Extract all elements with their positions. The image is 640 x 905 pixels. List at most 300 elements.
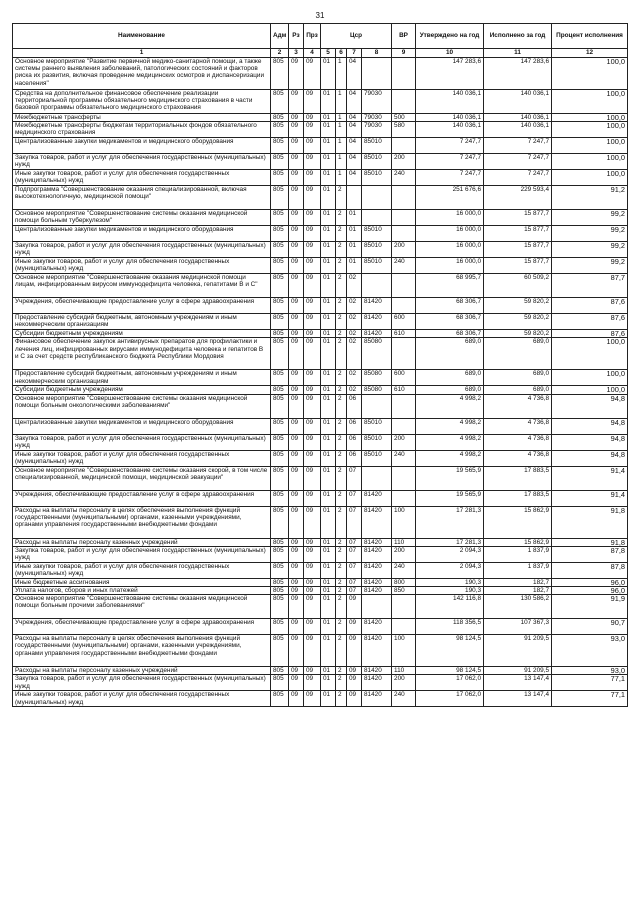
column-number: 12 (552, 49, 628, 58)
table-row (13, 90, 628, 114)
row-approved: 190,3 (416, 578, 484, 586)
row-vr (392, 418, 416, 434)
row-vr: 200 (392, 675, 416, 691)
row-name: Расходы на выплаты персоналу в целях обеспечения выполнения функций государственными (муниципальными) органами, казенными учреждениями, органами управления государственными внебюджетными фондами (13, 506, 271, 538)
row-vr (392, 138, 416, 154)
row-prz: 09 (304, 434, 321, 450)
row-csr-subprogram: 2 (336, 635, 347, 667)
row-approved: 118 356,5 (416, 619, 484, 635)
row-percent: 96,0 (552, 587, 628, 595)
row-csr-measure: 04 (347, 114, 362, 122)
row-csr-program: 01 (321, 170, 336, 186)
row-percent: 94,8 (552, 434, 628, 450)
row-percent: 93,0 (552, 635, 628, 667)
row-approved: 2 094,3 (416, 546, 484, 562)
row-vr: 100 (392, 635, 416, 667)
page-number: 31 (315, 11, 325, 20)
row-adm: 805 (271, 154, 289, 170)
row-csr-direction: 81420 (362, 675, 392, 691)
table-row (13, 394, 628, 418)
row-prz: 09 (304, 506, 321, 538)
row-adm: 805 (271, 450, 289, 466)
row-executed: 15 877,7 (484, 258, 552, 274)
row-approved: 689,0 (416, 370, 484, 386)
table-row (13, 154, 628, 170)
row-vr (392, 490, 416, 506)
row-vr: 240 (392, 258, 416, 274)
table-body (13, 58, 628, 707)
row-approved: 140 036,1 (416, 114, 484, 122)
row-executed: 140 036,1 (484, 90, 552, 114)
row-rz: 09 (289, 90, 304, 114)
row-adm: 805 (271, 635, 289, 667)
row-executed: 60 509,2 (484, 274, 552, 298)
table-row (13, 186, 628, 210)
row-csr-measure: 06 (347, 450, 362, 466)
row-rz: 09 (289, 338, 304, 370)
row-csr-direction: 81420 (362, 490, 392, 506)
row-csr-direction: 85010 (362, 154, 392, 170)
row-executed: 17 883,5 (484, 490, 552, 506)
row-csr-direction: 81420 (362, 667, 392, 675)
row-csr-direction: 79030 (362, 114, 392, 122)
row-executed: 4 736,8 (484, 418, 552, 434)
row-adm: 805 (271, 490, 289, 506)
row-name: Субсидии бюджетным учреждениям (13, 330, 271, 338)
table-row (13, 170, 628, 186)
row-csr-direction: 81420 (362, 562, 392, 578)
row-approved: 17 062,0 (416, 675, 484, 691)
row-percent: 99,2 (552, 226, 628, 242)
row-adm: 805 (271, 538, 289, 546)
row-adm: 805 (271, 274, 289, 298)
row-csr-subprogram: 2 (336, 258, 347, 274)
header-rz: Рз (289, 24, 304, 49)
row-prz: 09 (304, 154, 321, 170)
row-csr-measure: 01 (347, 210, 362, 226)
row-csr-direction: 85010 (362, 450, 392, 466)
row-prz: 09 (304, 386, 321, 394)
row-vr: 200 (392, 242, 416, 258)
row-prz: 09 (304, 122, 321, 138)
row-executed: 91 209,5 (484, 635, 552, 667)
table-header-row (13, 24, 628, 49)
row-executed: 15 877,7 (484, 226, 552, 242)
row-approved: 140 036,1 (416, 122, 484, 138)
column-number: 10 (416, 49, 484, 58)
row-rz: 09 (289, 122, 304, 138)
row-csr-measure: 09 (347, 595, 362, 619)
table-row (13, 691, 628, 707)
row-csr-program: 01 (321, 587, 336, 595)
row-executed: 4 736,8 (484, 394, 552, 418)
row-csr-measure: 07 (347, 546, 362, 562)
row-csr-subprogram: 2 (336, 338, 347, 370)
row-csr-subprogram: 1 (336, 58, 347, 90)
row-csr-measure: 09 (347, 619, 362, 635)
row-approved: 68 306,7 (416, 298, 484, 314)
table-row (13, 258, 628, 274)
row-adm: 805 (271, 338, 289, 370)
row-rz: 09 (289, 562, 304, 578)
row-prz: 09 (304, 466, 321, 490)
row-csr-program: 01 (321, 226, 336, 242)
row-executed: 140 036,1 (484, 114, 552, 122)
row-adm: 805 (271, 546, 289, 562)
row-approved: 7 247,7 (416, 154, 484, 170)
row-vr: 600 (392, 314, 416, 330)
row-name: Закупка товаров, работ и услуг для обеспечения государственных (муниципальных) нужд (13, 242, 271, 258)
row-approved: 16 000,0 (416, 226, 484, 242)
row-vr (392, 226, 416, 242)
row-adm: 805 (271, 394, 289, 418)
row-prz: 09 (304, 138, 321, 154)
table-row (13, 298, 628, 314)
row-csr-direction (362, 595, 392, 619)
row-csr-program: 01 (321, 538, 336, 546)
row-prz: 09 (304, 314, 321, 330)
row-csr-direction: 81420 (362, 538, 392, 546)
row-csr-program: 01 (321, 274, 336, 298)
row-csr-measure: 07 (347, 587, 362, 595)
row-adm: 805 (271, 58, 289, 90)
row-approved: 19 565,9 (416, 490, 484, 506)
row-vr: 800 (392, 578, 416, 586)
row-name: Учреждения, обеспечивающие предоставление услуг в сфере здравоохранения (13, 619, 271, 635)
row-prz: 09 (304, 667, 321, 675)
row-approved: 4 998,2 (416, 394, 484, 418)
row-csr-subprogram: 1 (336, 170, 347, 186)
row-csr-subprogram: 2 (336, 242, 347, 258)
row-approved: 2 094,3 (416, 562, 484, 578)
row-percent: 99,2 (552, 258, 628, 274)
row-approved: 68 306,7 (416, 330, 484, 338)
row-approved: 16 000,0 (416, 210, 484, 226)
row-name: Иные закупки товаров, работ и услуг для обеспечения государственных (муниципальных) нужд (13, 691, 271, 707)
row-name: Подпрограмма "Совершенствование оказания специализированной, включая высокотехнологичную, медицинской помощи" (13, 186, 271, 210)
row-rz: 09 (289, 274, 304, 298)
row-name: Предоставление субсидий бюджетным, автономным учреждениям и иным некоммерческим организациям (13, 370, 271, 386)
row-csr-program: 01 (321, 418, 336, 434)
row-vr (392, 186, 416, 210)
row-approved: 98 124,5 (416, 667, 484, 675)
table-row (13, 370, 628, 386)
row-vr: 110 (392, 667, 416, 675)
row-name: Закупка товаров, работ и услуг для обеспечения государственных (муниципальных) нужд (13, 154, 271, 170)
row-percent: 94,8 (552, 418, 628, 434)
row-executed: 15 862,9 (484, 506, 552, 538)
row-csr-direction: 79030 (362, 122, 392, 138)
row-prz: 09 (304, 242, 321, 258)
row-csr-subprogram: 1 (336, 114, 347, 122)
table-row (13, 587, 628, 595)
row-approved: 17 062,0 (416, 691, 484, 707)
row-name: Закупка товаров, работ и услуг для обеспечения государственных (муниципальных) нужд (13, 434, 271, 450)
row-csr-subprogram: 2 (336, 578, 347, 586)
row-csr-direction: 81420 (362, 506, 392, 538)
row-rz: 09 (289, 386, 304, 394)
row-csr-direction: 81420 (362, 546, 392, 562)
row-csr-program: 01 (321, 490, 336, 506)
row-csr-measure: 07 (347, 490, 362, 506)
row-rz: 09 (289, 394, 304, 418)
row-csr-measure: 02 (347, 314, 362, 330)
row-name: Учреждения, обеспечивающие предоставление услуг в сфере здравоохранения (13, 490, 271, 506)
row-name: Закупка товаров, работ и услуг для обеспечения государственных (муниципальных) нужд (13, 546, 271, 562)
row-vr: 580 (392, 122, 416, 138)
table-row (13, 434, 628, 450)
row-percent: 100,0 (552, 386, 628, 394)
row-csr-program: 01 (321, 595, 336, 619)
row-csr-measure: 04 (347, 170, 362, 186)
row-prz: 09 (304, 114, 321, 122)
row-rz: 09 (289, 170, 304, 186)
row-csr-program: 01 (321, 154, 336, 170)
column-number: 4 (304, 49, 321, 58)
row-prz: 09 (304, 90, 321, 114)
row-rz: 09 (289, 587, 304, 595)
row-csr-measure: 02 (347, 330, 362, 338)
table-row (13, 466, 628, 490)
row-name: Межбюджетные трансферты бюджетам территориальных фондов обязательного медицинского страхования (13, 122, 271, 138)
row-csr-program: 01 (321, 298, 336, 314)
row-adm: 805 (271, 691, 289, 707)
column-number: 9 (392, 49, 416, 58)
table-row (13, 562, 628, 578)
row-csr-direction (362, 210, 392, 226)
row-csr-program: 01 (321, 578, 336, 586)
row-percent: 77,1 (552, 691, 628, 707)
row-prz: 09 (304, 691, 321, 707)
row-approved: 16 000,0 (416, 242, 484, 258)
table-row (13, 210, 628, 226)
row-prz: 09 (304, 210, 321, 226)
row-prz: 09 (304, 274, 321, 298)
row-adm: 805 (271, 242, 289, 258)
row-adm: 805 (271, 114, 289, 122)
row-name: Основное мероприятие "Совершенствование системы оказания медицинской помощи больным прочими заболеваниями" (13, 595, 271, 619)
table-row (13, 58, 628, 90)
row-approved: 251 676,6 (416, 186, 484, 210)
row-percent: 99,2 (552, 210, 628, 226)
row-adm: 805 (271, 587, 289, 595)
row-rz: 09 (289, 58, 304, 90)
row-vr: 100 (392, 506, 416, 538)
column-number: 5 (321, 49, 336, 58)
table-row (13, 578, 628, 586)
row-csr-subprogram: 2 (336, 587, 347, 595)
row-name: Межбюджетные трансферты (13, 114, 271, 122)
row-name: Централизованные закупки медикаментов и медицинского оборудования (13, 138, 271, 154)
row-vr (392, 210, 416, 226)
row-prz: 09 (304, 562, 321, 578)
row-csr-program: 01 (321, 242, 336, 258)
row-csr-direction: 81420 (362, 691, 392, 707)
row-csr-program: 01 (321, 314, 336, 330)
table-row (13, 330, 628, 338)
row-prz: 09 (304, 58, 321, 90)
row-csr-measure: 04 (347, 138, 362, 154)
row-executed: 17 883,5 (484, 466, 552, 490)
table-row (13, 506, 628, 538)
row-csr-program: 01 (321, 122, 336, 138)
row-csr-subprogram: 1 (336, 138, 347, 154)
row-csr-subprogram: 2 (336, 619, 347, 635)
row-name: Закупка товаров, работ и услуг для обеспечения государственных (муниципальных) нужд (13, 675, 271, 691)
row-executed: 147 283,6 (484, 58, 552, 90)
row-csr-measure: 06 (347, 418, 362, 434)
row-prz: 09 (304, 578, 321, 586)
row-csr-direction: 85080 (362, 370, 392, 386)
row-vr: 110 (392, 538, 416, 546)
row-adm: 805 (271, 258, 289, 274)
row-rz: 09 (289, 370, 304, 386)
row-vr (392, 58, 416, 90)
row-approved: 7 247,7 (416, 138, 484, 154)
row-executed: 4 736,8 (484, 450, 552, 466)
row-csr-subprogram: 2 (336, 386, 347, 394)
row-csr-subprogram: 2 (336, 667, 347, 675)
row-csr-direction (362, 58, 392, 90)
row-csr-direction: 85010 (362, 258, 392, 274)
row-csr-direction: 85010 (362, 226, 392, 242)
row-executed: 15 877,7 (484, 210, 552, 226)
row-rz: 09 (289, 314, 304, 330)
table-row (13, 338, 628, 370)
row-rz: 09 (289, 434, 304, 450)
row-csr-measure: 09 (347, 635, 362, 667)
row-csr-program: 01 (321, 338, 336, 370)
row-rz: 09 (289, 546, 304, 562)
row-csr-subprogram: 2 (336, 330, 347, 338)
row-approved: 68 995,7 (416, 274, 484, 298)
row-csr-measure: 07 (347, 506, 362, 538)
row-prz: 09 (304, 587, 321, 595)
row-prz: 09 (304, 635, 321, 667)
row-rz: 09 (289, 635, 304, 667)
row-csr-subprogram: 2 (336, 274, 347, 298)
row-csr-measure: 02 (347, 298, 362, 314)
header-prz: Прз (304, 24, 321, 49)
row-rz: 09 (289, 330, 304, 338)
row-csr-subprogram: 1 (336, 154, 347, 170)
row-name: Основное мероприятие "Совершенствование системы оказания скорой, в том числе специализированной, медицинской помощи, медицинской эвакуации" (13, 466, 271, 490)
row-name: Субсидии бюджетным учреждениям (13, 386, 271, 394)
row-csr-program: 01 (321, 667, 336, 675)
row-csr-program: 01 (321, 619, 336, 635)
row-csr-subprogram: 2 (336, 490, 347, 506)
row-csr-program: 01 (321, 90, 336, 114)
row-csr-subprogram: 2 (336, 546, 347, 562)
row-name: Иные бюджетные ассигнования (13, 578, 271, 586)
row-vr: 200 (392, 434, 416, 450)
row-csr-direction: 85010 (362, 418, 392, 434)
row-approved: 142 116,8 (416, 595, 484, 619)
row-prz: 09 (304, 418, 321, 434)
row-approved: 16 000,0 (416, 258, 484, 274)
header-approved: Утверждено на год (416, 24, 484, 49)
row-adm: 805 (271, 210, 289, 226)
row-csr-direction: 81420 (362, 578, 392, 586)
row-executed: 15 862,9 (484, 538, 552, 546)
row-executed: 7 247,7 (484, 154, 552, 170)
row-percent: 87,8 (552, 562, 628, 578)
row-csr-program: 01 (321, 466, 336, 490)
row-percent: 87,6 (552, 330, 628, 338)
row-name: Расходы на выплаты персоналу в целях обеспечения выполнения функций государственными (муниципальными) органами, казенными учреждениями, органами управления государственными внебюджетными фондами (13, 635, 271, 667)
row-adm: 805 (271, 370, 289, 386)
row-executed: 7 247,7 (484, 138, 552, 154)
row-executed: 182,7 (484, 578, 552, 586)
row-csr-subprogram: 2 (336, 210, 347, 226)
column-number: 7 (347, 49, 362, 58)
row-executed: 182,7 (484, 587, 552, 595)
row-vr: 240 (392, 562, 416, 578)
row-csr-subprogram: 2 (336, 186, 347, 210)
row-name: Централизованные закупки медикаментов и медицинского оборудования (13, 226, 271, 242)
row-vr: 610 (392, 330, 416, 338)
row-vr: 200 (392, 154, 416, 170)
row-csr-direction (362, 394, 392, 418)
row-percent: 91,4 (552, 490, 628, 506)
row-vr (392, 274, 416, 298)
row-csr-direction: 85010 (362, 170, 392, 186)
table-row (13, 619, 628, 635)
row-rz: 09 (289, 210, 304, 226)
row-rz: 09 (289, 490, 304, 506)
row-executed: 140 036,1 (484, 122, 552, 138)
row-name: Иные закупки товаров, работ и услуг для обеспечения государственных (муниципальных) нужд (13, 170, 271, 186)
column-number: 11 (484, 49, 552, 58)
row-csr-measure: 09 (347, 691, 362, 707)
row-executed: 1 837,9 (484, 546, 552, 562)
table-row (13, 242, 628, 258)
row-csr-measure: 04 (347, 154, 362, 170)
row-name: Финансовое обеспечение закупок антивирусных препаратов для профилактики и лечения лиц, инфицированных вирусами иммунодефицита человека и гепатитов B и C за счет средств республиканского бюджета Республики Мордовия (13, 338, 271, 370)
header-csr: Цср (321, 24, 392, 49)
row-prz: 09 (304, 370, 321, 386)
row-csr-subprogram: 2 (336, 226, 347, 242)
row-vr (392, 338, 416, 370)
row-executed: 689,0 (484, 370, 552, 386)
row-name: Централизованные закупки медикаментов и медицинского оборудования (13, 418, 271, 434)
row-name: Основное мероприятие "Развитие первичной медико-санитарной помощи, а также системы раннего выявления заболеваний, патологических состояний и факторов риска их развития, включая проведение медицинских осмотров и диспансеризации населения" (13, 58, 271, 90)
row-csr-subprogram: 2 (336, 562, 347, 578)
row-csr-direction: 85080 (362, 338, 392, 370)
row-csr-measure: 09 (347, 667, 362, 675)
row-csr-direction: 81420 (362, 314, 392, 330)
row-prz: 09 (304, 394, 321, 418)
table-row (13, 418, 628, 434)
row-percent: 100,0 (552, 154, 628, 170)
row-adm: 805 (271, 330, 289, 338)
row-prz: 09 (304, 450, 321, 466)
budget-table (12, 23, 628, 707)
row-prz: 09 (304, 298, 321, 314)
row-rz: 09 (289, 619, 304, 635)
table-row (13, 667, 628, 675)
header-executed: Исполнено за год (484, 24, 552, 49)
row-executed: 91 209,5 (484, 667, 552, 675)
row-csr-program: 01 (321, 450, 336, 466)
row-vr: 850 (392, 587, 416, 595)
row-csr-direction: 85010 (362, 138, 392, 154)
row-executed: 689,0 (484, 338, 552, 370)
row-csr-direction: 85010 (362, 242, 392, 258)
column-number: 2 (271, 49, 289, 58)
row-percent: 87,6 (552, 298, 628, 314)
table-row (13, 450, 628, 466)
